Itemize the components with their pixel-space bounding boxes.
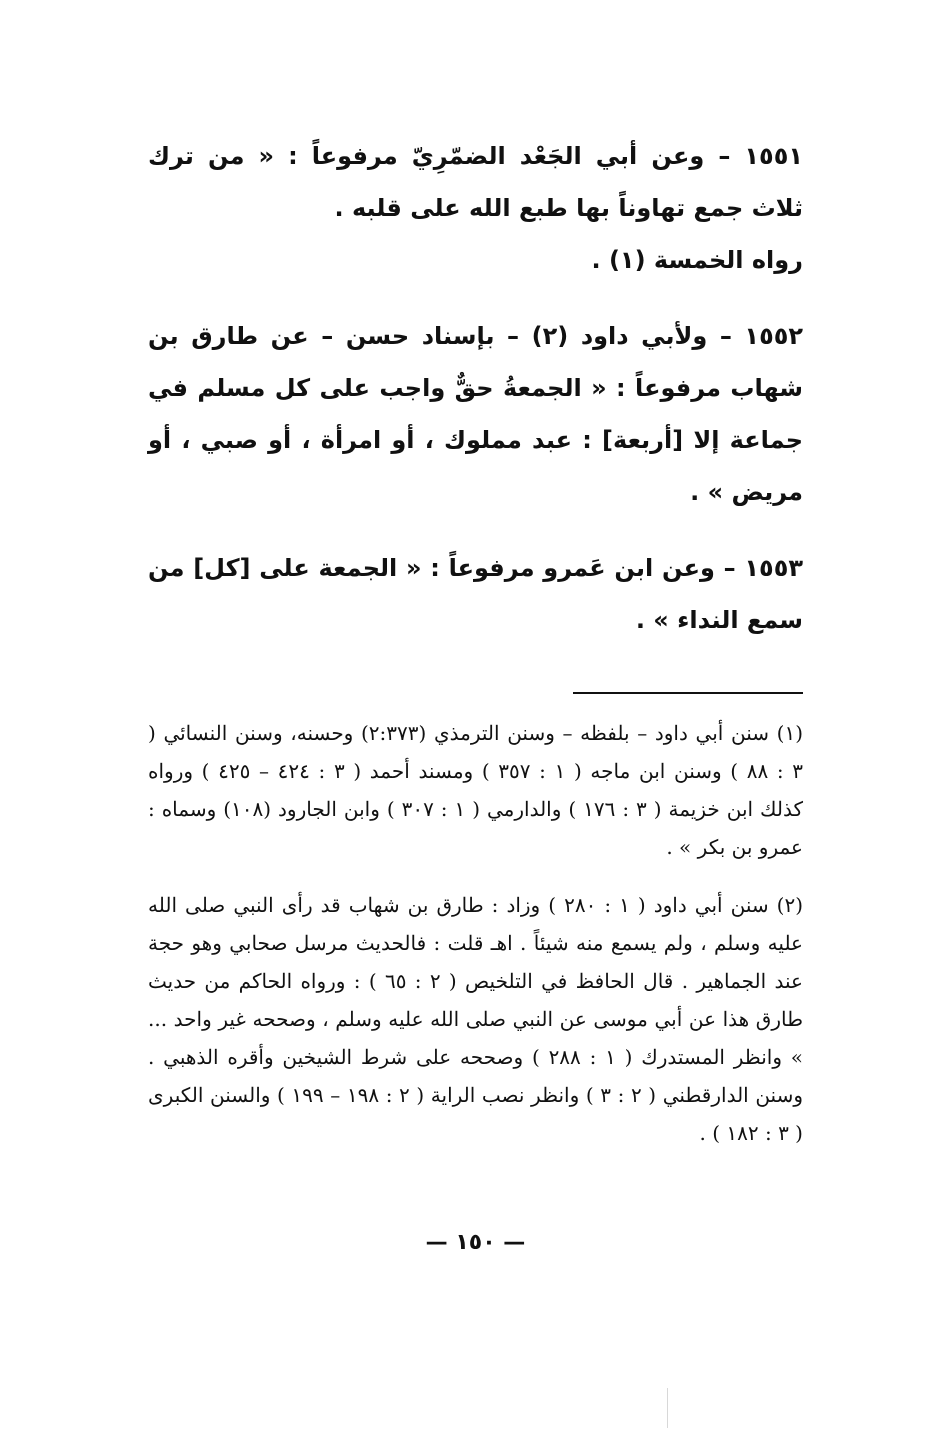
hadith-text: ١٥٥٢ – ولأبي داود (٢) – بإسناد حسن – عن طارق بن شهاب مرفوعاً : « الجمعةُ حقٌّ واجب على كل مسلم في جماعة إلا [أربعة] : عبد مملوك ، أو امرأة ، أو صبي ، أو مريض » . — [148, 322, 804, 506]
footnote-divider — [573, 692, 803, 694]
footnote-2: (٢) سنن أبي داود ( ١ : ٢٨٠ ) وزاد : طارق بن شهاب قد رأى النبي صلى الله عليه وسلم ، ولم يسمع منه شيئاً . اهـ قلت : فالحديث مرسل صحابي وهو حجة عند الجماهير . قال الحافظ في التلخيص ( ٢ : ٦٥ ) : ورواه الحاكم من حديث طارق هذا عن أبي موسى عن النبي صلى الله عليه وسلم ، وصححه غير واحد ... » وانظر المستدرك ( ١ : ٢٨٨ ) وصححه على شرط الشيخين وأقره الذهبي . وسنن الدارقطني ( ٢ : ٣ ) وانظر نصب الراية ( ٢ : ١٩٨ – ١٩٩ ) والسنن الكبرى ( ٣ : ١٨٢ ) . — [148, 893, 804, 1145]
hadith-1552 — [148, 310, 803, 518]
hadith-1551 — [148, 130, 803, 286]
book-page — [148, 130, 803, 1330]
page-number: — ١٥٠ — — [425, 1230, 526, 1255]
hadith-source: رواه الخمسة (١) . — [591, 246, 803, 274]
hadith-text: ١٥٥٣ – وعن ابن عَمرو مرفوعاً : « الجمعة على [كل] من سمع النداء » . — [148, 554, 803, 634]
hadith-text: ١٥٥١ – وعن أبي الجَعْد الضمّرِيّ مرفوعاً : « من ترك ثلاث جمع تهاوناً بها طبع الله على قلبه . — [148, 142, 803, 222]
hadith-1553 — [148, 542, 803, 646]
scan-artifact — [667, 1388, 668, 1428]
footnote-1: (١) سنن أبي داود – بلفظه – وسنن الترمذي (٢:٣٧٣) وحسنه، وسنن النسائي ( ٣ : ٨٨ ) وسنن ابن ماجه ( ١ : ٣٥٧ ) ومسند أحمد ( ٣ : ٤٢٤ – ٤٢٥ ) ورواه كذلك ابن خزيمة ( ٣ : ١٧٦ ) والدارمي ( ١ : ٣٠٧ ) وابن الجارود (١٠٨) وسماه : عمرو بن بكر » . — [148, 721, 804, 859]
